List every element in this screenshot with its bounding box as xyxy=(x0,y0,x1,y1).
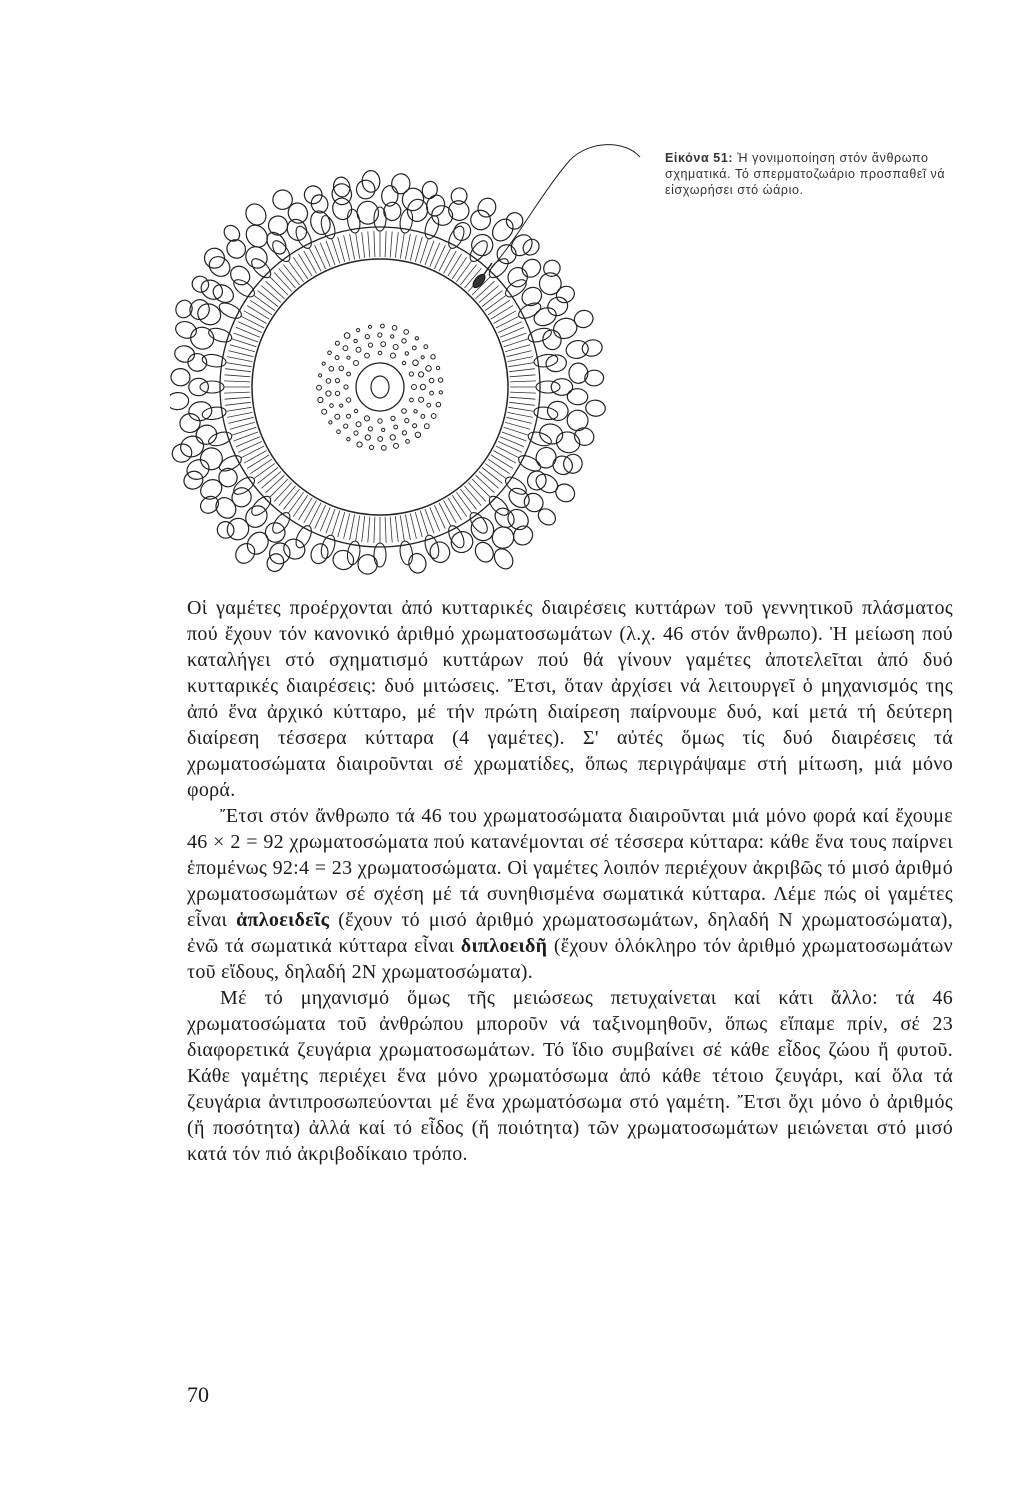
striation xyxy=(498,441,522,452)
striation xyxy=(395,516,398,542)
striation xyxy=(390,232,392,258)
striation xyxy=(390,517,392,543)
striation xyxy=(491,306,513,320)
nucleus xyxy=(356,363,404,411)
striation xyxy=(258,290,278,306)
striation xyxy=(500,327,524,337)
striation xyxy=(362,516,365,542)
striation xyxy=(254,295,275,310)
striation xyxy=(410,513,416,538)
corona-cell xyxy=(401,187,426,213)
striation xyxy=(224,381,250,382)
term-haploid: ἁπλοειδεῖς xyxy=(236,909,330,931)
striation xyxy=(274,483,292,502)
corona-cell xyxy=(510,522,537,549)
striation xyxy=(244,451,267,464)
striation xyxy=(509,402,535,405)
sperm-cell xyxy=(471,145,640,290)
corona-cell xyxy=(561,452,585,477)
corona-cell xyxy=(535,505,558,528)
striation xyxy=(505,345,530,352)
striation xyxy=(226,407,252,411)
corona-cell xyxy=(232,540,259,567)
striation xyxy=(299,498,313,520)
striation xyxy=(254,463,275,478)
striation xyxy=(261,471,281,488)
corona-cell xyxy=(308,541,330,566)
striation xyxy=(434,505,445,529)
striation xyxy=(374,231,375,257)
radial-cell xyxy=(527,326,554,345)
striation xyxy=(509,369,535,372)
striation xyxy=(479,471,499,488)
striation xyxy=(225,402,251,405)
striation xyxy=(430,243,440,267)
corona-cell xyxy=(554,283,578,305)
striation xyxy=(491,455,513,469)
striation xyxy=(230,345,255,352)
striation xyxy=(250,459,272,474)
striation xyxy=(468,483,486,502)
corona-cell xyxy=(467,207,494,234)
sperm-head xyxy=(471,272,487,289)
striation xyxy=(315,245,326,269)
corona-cell xyxy=(446,198,473,224)
striation xyxy=(228,351,253,357)
striation xyxy=(247,455,269,469)
page-number: 70 xyxy=(187,1382,209,1407)
striation xyxy=(405,515,410,541)
radial-cell xyxy=(207,429,234,448)
striation xyxy=(288,261,303,282)
striation xyxy=(350,234,355,260)
striation xyxy=(510,375,536,377)
corona-cell xyxy=(270,187,296,213)
corona-cell xyxy=(585,399,606,417)
paragraph-3: Μέ τό μηχανισμό ὅμως τῆς μειώσεως πετυχαίνεται καί κάτι ἄλλο: τά 46 χρωματοσώματα τοῦ ἀνθρώπου μποροῦν νά ταξινομηθοῦν, ὅπως εἴπαμε πρίν, σέ 23 διαφορετικά ζευγάρια χρωματοσωμάτων. Τό ἴδιο συμβαίνει σέ κάθε εἶδος ζώου ἤ φυτοῦ. Κάθε γαμέτης περιέχει ἕνα μόνο χρωματόσωμα ἀπό κάθε τέτοιο ζευγάρι, καί ὅλα τά ζευγάρια ἀντιπροσωπεύονται μέ ἕνα χρωματόσωμα στό γαμέτη. Ἔτσι ὄχι μόνο ὁ ἀριθμός (ἤ ποσότητα) ἀλλά καί τό εἶδος (ἤ ποιότητα) τῶν χρωματοσωμάτων μειώνεται στό μισό κατά τόν πιό ἀκριβοδίκαιο τρόπο. xyxy=(187,987,953,1165)
striation xyxy=(448,254,462,276)
striation xyxy=(265,281,284,299)
striation xyxy=(368,232,370,258)
striation xyxy=(238,322,262,333)
striation xyxy=(274,272,292,291)
striation xyxy=(500,437,524,447)
striation xyxy=(227,412,253,417)
corona-cell xyxy=(280,536,308,563)
striation xyxy=(452,495,467,517)
striation xyxy=(320,507,330,531)
striation xyxy=(508,412,534,417)
corona-cell xyxy=(572,308,595,330)
striation xyxy=(304,251,317,274)
striation xyxy=(304,500,317,523)
striation xyxy=(506,417,531,423)
striation xyxy=(279,486,296,506)
striation xyxy=(265,475,284,493)
striation xyxy=(430,507,440,531)
corona-cell xyxy=(541,257,564,280)
striation xyxy=(344,235,350,260)
striation xyxy=(247,306,269,320)
striation xyxy=(228,417,253,423)
striation xyxy=(320,243,330,267)
striation xyxy=(439,503,451,526)
corona-cell xyxy=(173,344,195,363)
striation xyxy=(385,517,386,543)
striation xyxy=(448,498,462,520)
corona-cell xyxy=(201,244,229,272)
paragraph-2-text-d: (ἔχουν ὁλόκληρο τόν ἀριθμό χρωματοσωμάτων τοῦ εἴδους, δηλαδή 2Ν χρωματοσώματα). xyxy=(187,935,953,983)
striation xyxy=(356,233,360,259)
striation xyxy=(227,357,253,362)
striation xyxy=(510,381,536,382)
corona-cell xyxy=(551,379,572,396)
striation xyxy=(293,495,308,517)
striation xyxy=(415,512,422,537)
corona-cell xyxy=(223,236,249,262)
paragraph-1: Οἱ γαμέτες προέρχονται ἀπό κυτταρικές διαιρέσεις κυττάρων τοῦ γεννητικοῦ πλάσματος πού ἔχουν τόν κανονικό ἀριθμό χρωματοσωμάτων (λ.χ. 46 στόν ἄνθρωπο). Ἡ μείωση πού καταλήγει στό σχηματισμό κυττάρων πού θά γίνουν γαμέτες ἀποτελεῖται ἀπό δυό κυτταρικές διαιρέσεις: δυό μιτώσεις. Ἔτσι, ὅταν ἀρχίσει νά λειτουργεῖ ὁ μηχανισμός της ἀπό ἕνα ἀρχικό κύτταρο, μέ τήν πρώτη διαίρεση παίρνουμε δυό, καί μετά τή δεύτερη διαίρεση τέσσερα κύτταρα (4 γαμέτες). Σ' αὐτές ὅμως τίς δυό διαιρέσεις τά χρωματοσώματα διαιροῦνται σέ χρωματίδες, ὅπως περιγράψαμε στή μίτωση, μιά μόνο φορά. xyxy=(187,597,953,801)
radial-cell xyxy=(527,429,554,448)
striation xyxy=(482,290,502,306)
corona-cell xyxy=(188,400,213,422)
corona-cell xyxy=(545,294,571,319)
corona-cell xyxy=(535,269,565,299)
corona-cell xyxy=(173,298,195,320)
striation xyxy=(225,369,251,372)
corona-cell xyxy=(189,378,209,395)
corona-cell xyxy=(178,433,206,460)
striation xyxy=(482,468,502,484)
striation xyxy=(464,486,481,506)
striation xyxy=(444,251,457,274)
figure-caption xyxy=(665,150,950,198)
corona-cell xyxy=(331,549,355,572)
corona-cell xyxy=(242,200,270,229)
striation xyxy=(315,505,326,529)
corona-cell xyxy=(357,554,378,575)
striation xyxy=(309,503,321,526)
striation xyxy=(236,437,260,447)
corona-cell xyxy=(210,281,237,306)
striation xyxy=(461,489,477,509)
corona-cell xyxy=(550,453,575,478)
striation xyxy=(293,257,308,279)
corona-cell xyxy=(493,241,520,268)
striation xyxy=(395,232,398,258)
main-text xyxy=(187,595,953,1167)
striation xyxy=(356,515,360,541)
striation xyxy=(270,277,288,295)
striation xyxy=(508,363,534,367)
striation xyxy=(508,357,534,362)
radial-cell xyxy=(319,534,338,561)
striation xyxy=(479,286,499,303)
striation xyxy=(415,237,422,262)
radial-cell xyxy=(207,326,234,345)
striation xyxy=(496,316,519,328)
striation xyxy=(368,517,370,543)
striation xyxy=(385,231,386,257)
striation xyxy=(344,513,350,538)
corona-cell xyxy=(198,276,226,303)
striation xyxy=(230,422,255,429)
corona-cell xyxy=(585,370,604,386)
striation xyxy=(452,257,467,279)
striation xyxy=(244,311,267,324)
striation xyxy=(283,489,299,509)
striation xyxy=(488,459,510,474)
striation xyxy=(508,407,534,411)
striation xyxy=(510,392,536,393)
corona-cell xyxy=(197,476,225,503)
corona-cell xyxy=(214,518,237,541)
striation xyxy=(456,261,471,282)
striation xyxy=(226,363,252,367)
striation xyxy=(309,248,321,271)
striation xyxy=(488,300,510,315)
striation xyxy=(485,463,506,478)
striation xyxy=(485,295,506,310)
striation xyxy=(299,254,313,276)
striation xyxy=(261,286,281,303)
striation xyxy=(496,446,519,458)
corona-cell xyxy=(567,388,588,405)
striation xyxy=(439,248,451,271)
striation xyxy=(400,233,404,259)
corona-cell xyxy=(581,338,604,358)
striation xyxy=(241,316,264,328)
corona-cell xyxy=(189,273,211,295)
striation xyxy=(505,422,530,429)
corona-cell xyxy=(546,400,569,422)
striation xyxy=(493,311,516,324)
striation xyxy=(338,237,345,262)
striation xyxy=(493,451,516,464)
striation xyxy=(498,322,522,333)
striation xyxy=(236,327,260,337)
corona-cell xyxy=(171,368,191,386)
corona-cell xyxy=(519,256,544,281)
striation xyxy=(405,234,410,260)
striation xyxy=(225,375,251,377)
striation xyxy=(410,235,416,260)
corona-cell xyxy=(197,445,226,474)
striation xyxy=(241,446,264,458)
paragraph-2-text-a: Ἔτσι στόν ἄνθρωπο τά 46 του χρωματοσώματα διαιροῦνται μιά μόνο φορά καί ἔχουμε 46 × 2 = 92 χρωματοσώματα πού κατανέμονται σέ τέσσερα κύτταρα: κάθε ἕνα τους παίρνει ἑπομένως 92:4 = 23 χρωματοσώματα. Οἱ γαμέτες λοιπόν περιέχουν ἀκριβῶς τό μισό ἀριθμό χρωματοσωμάτων σέ σχέση μέ τά συνηθισμένα σωματικά κύτταρα. Λέμε πώς οἱ γαμέτες εἶναι xyxy=(187,805,953,931)
corona-cell xyxy=(263,229,290,258)
corona-cell xyxy=(181,468,206,492)
striation xyxy=(270,479,288,497)
striation xyxy=(506,351,531,357)
corona-cell xyxy=(524,468,550,494)
striation xyxy=(472,479,490,497)
striation xyxy=(288,492,303,513)
striation xyxy=(224,392,250,393)
corona-cell xyxy=(491,545,517,572)
corona-cell xyxy=(533,470,561,496)
corona-cell xyxy=(553,481,578,505)
corona-cell xyxy=(503,209,526,232)
striation xyxy=(510,397,536,399)
corona-cell xyxy=(391,173,411,195)
striation xyxy=(476,475,495,493)
corona-cell xyxy=(533,444,559,471)
egg-cell-drawing xyxy=(170,135,650,575)
corona-cell xyxy=(262,519,289,546)
striation xyxy=(350,515,355,541)
striation xyxy=(456,492,471,513)
striation xyxy=(362,232,365,258)
striation xyxy=(258,468,278,484)
term-diploid: διπλοειδῆ xyxy=(460,935,548,957)
striation xyxy=(338,512,345,537)
corona-cell xyxy=(170,392,189,410)
paragraph-2-text-c: (ἔχουν τό μισό ἀριθμό χρωματοσωμάτων, δηλαδή Ν χρωματοσώματα), ἐνῶ τά σωματικά κύτταρα εἶναι xyxy=(187,909,953,957)
striation xyxy=(238,441,262,452)
corona-cell xyxy=(266,539,294,567)
corona-cell xyxy=(427,539,452,565)
striation xyxy=(279,268,296,288)
striation xyxy=(283,265,299,285)
corona-cell xyxy=(475,195,499,220)
striation xyxy=(374,517,375,543)
striation xyxy=(250,300,272,315)
paragraph-2 xyxy=(187,803,953,985)
striation xyxy=(444,500,457,523)
caption-label: Εἰκόνα 51: xyxy=(665,151,734,165)
striation xyxy=(400,515,404,541)
fertilization-illustration xyxy=(170,135,650,575)
striation xyxy=(434,245,445,269)
caption-text: Ἡ γονιμοποίηση στόν ἄνθρωπο σχηματικά. Τό σπερματοζωάριο προσπαθεῖ νά εἰσχωρήσει στό ὠάριο. xyxy=(665,151,946,197)
striation xyxy=(225,397,251,399)
